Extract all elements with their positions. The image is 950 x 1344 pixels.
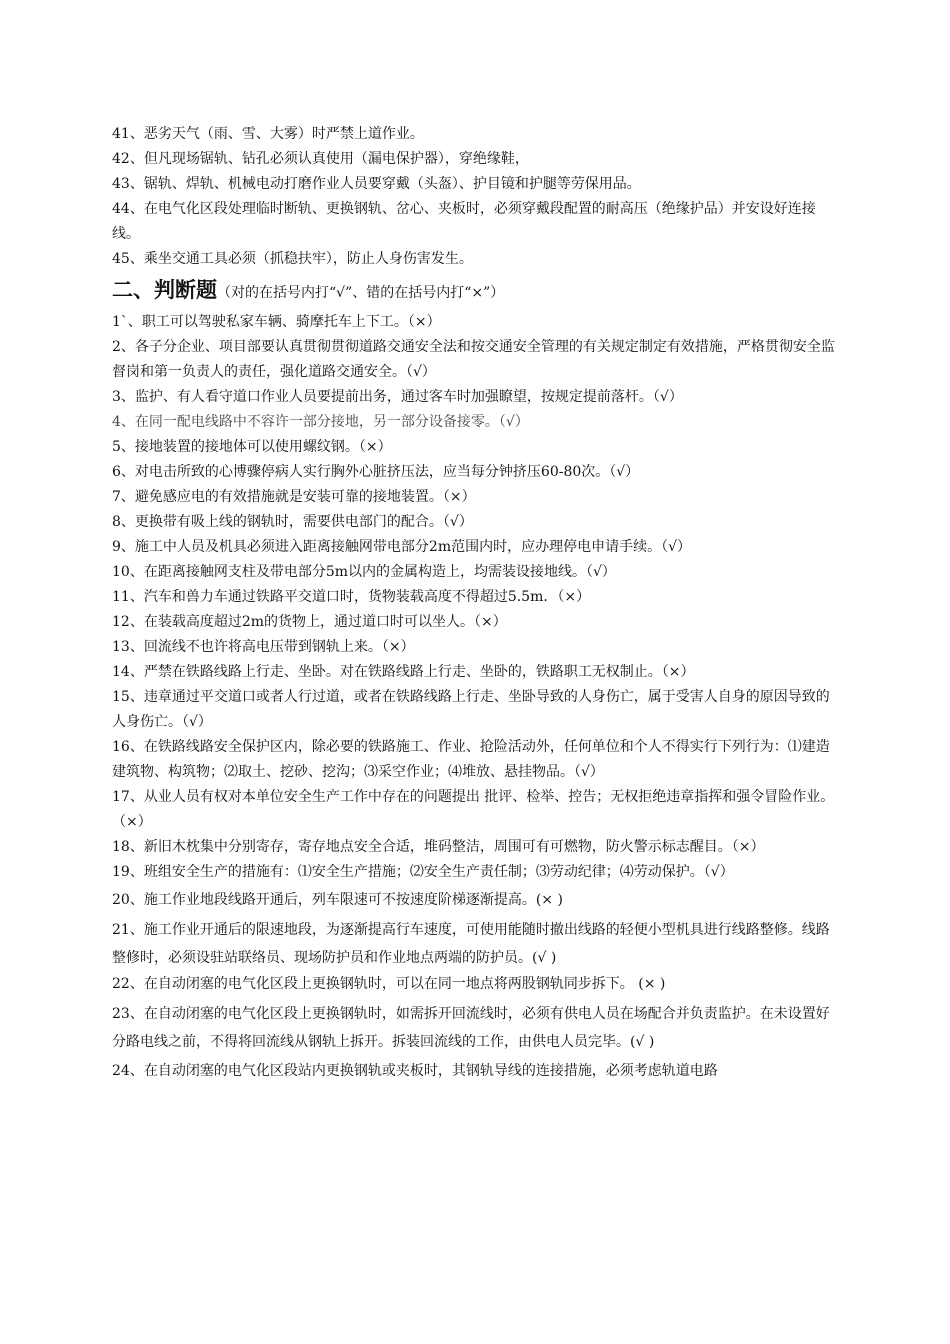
judge-item-17: 17、从业人员有权对本单位安全生产工作中存在的问题提出 批评、检举、控告；无权拒绝违章指挥和强令冒险作业。（×） xyxy=(112,789,835,830)
judge-item-15: 15、违章通过平交道口或者人行过道，或者在铁路线路上行走、坐卧导致的人身伤亡，属于受害人自身的原因导致的人身伤亡。（√） xyxy=(112,689,830,730)
judge-item-23: 23、在自动闭塞的电气化区段上更换钢轨时，如需拆开回流线时，必须有供电人员在场配合并负责监护。在未设置好分路电线之前，不得将回流线从钢轨上拆开。拆装回流线的工作，由供电人员完毕。(√ ) xyxy=(112,1006,830,1050)
judge-item-10: 10、在距离接触网支柱及带电部分5m以内的金属构造上，均需装设接地线。（√） xyxy=(112,564,616,580)
judge-item-9: 9、施工中人员及机具必须进入距离接触网带电部分2m范围内时，应办理停电申请手续。（√） xyxy=(112,539,692,555)
judge-item-22: 22、在自动闭塞的电气化区段上更换钢轨时，可以在同一地点将两股钢轨同步拆下。 (× ) xyxy=(112,976,666,992)
fill-item-45: 45、乘坐交通工具必须（抓稳扶牢），防止人身伤害发生。 xyxy=(112,251,473,267)
judge-item-3: 3、监护、有人看守道口作业人员要提前出务，通过客车时加强瞭望，按规定提前落杆。（√） xyxy=(112,389,683,405)
judge-item-19: 19、班组安全生产的措施有：⑴安全生产措施；⑵安全生产责任制；⑶劳动纪律；⑷劳动保护。（√） xyxy=(112,864,734,880)
judge-item-21: 21、施工作业开通后的限速地段，为逐渐提高行车速度，可使用能随时撤出线路的轻便小型机具进行线路整修。线路整修时，必须设驻站联络员、现场防护员和作业地点两端的防护员。(√ ) xyxy=(112,922,830,966)
fill-item-44: 44、在电气化区段处理临时断轨、更换钢轨、岔心、夹板时，必须穿戴段配置的耐高压（绝缘护品）并安设好连接线。 xyxy=(112,201,816,242)
judge-item-11: 11、汽车和兽力车通过铁路平交道口时，货物装载高度不得超过5.5m．（×） xyxy=(112,589,591,605)
judge-item-7: 7、避免感应电的有效措施就是安装可靠的接地装置。（×） xyxy=(112,489,476,505)
section-note: （对的在括号内打“√”、错的在括号内打“×”） xyxy=(217,285,505,301)
judge-item-18: 18、新旧木枕集中分别寄存，寄存地点安全合适，堆码整洁，周围可有可燃物，防火警示标志醒目。（×） xyxy=(112,839,765,855)
section-title: 二、判断题 xyxy=(112,277,217,302)
fill-item-43: 43、锯轨、焊轨、机械电动打磨作业人员要穿戴（头盔）、护目镜和护腿等劳保用品。 xyxy=(112,176,641,192)
judge-item-2: 2、各子分企业、项目部要认真贯彻贯彻道路交通安全法和按交通安全管理的有关规定制定有效措施，严格贯彻安全监督岗和第一负责人的责任，强化道路交通安全。（√） xyxy=(112,339,835,380)
section-heading xyxy=(112,274,842,309)
judge-item-14: 14、严禁在铁路线路上行走、坐卧。对在铁路线路上行走、坐卧的，铁路职工无权制止。（×） xyxy=(112,664,695,680)
fill-item-41: 41、恶劣天气（雨、雪、大雾）时严禁上道作业。 xyxy=(112,126,424,142)
judge-item-4: 4、在同一配电线路中不容许一部分接地，另一部分设备接零。（√） xyxy=(112,414,529,430)
judge-item-13: 13、回流线不也许将高电压带到钢轨上来。（×） xyxy=(112,639,415,655)
judge-item-24: 24、在自动闭塞的电气化区段站内更换钢轨或夹板时，其钢轨导线的连接措施，必须考虑轨道电路 xyxy=(112,1063,718,1079)
judge-item-6: 6、对电击所致的心博骤停病人实行胸外心脏挤压法，应当每分钟挤压60-80次。（√） xyxy=(112,464,640,480)
fill-item-42: 42、但凡现场锯轨、钻孔必须认真使用（漏电保护器），穿绝缘鞋， xyxy=(112,151,529,167)
judge-item-20: 20、施工作业地段线路开通后，列车限速可不按速度阶梯逐渐提高。(× ) xyxy=(112,892,563,908)
judge-item-12: 12、在装载高度超过2m的货物上，通过道口时可以坐人。（×） xyxy=(112,614,507,630)
judge-item-1: 1`、职工可以驾驶私家车辆、骑摩托车上下工。（×） xyxy=(112,314,441,330)
judge-item-8: 8、更换带有吸上线的钢轨时，需要供电部门的配合。（√） xyxy=(112,514,473,530)
judge-item-5: 5、接地装置的接地体可以使用螺纹钢。（×） xyxy=(112,439,392,455)
judge-item-16: 16、在铁路线路安全保护区内，除必要的铁路施工、作业、抢险活动外，任何单位和个人不得实行下列行为：⑴建造建筑物、构筑物；⑵取土、挖砂、挖沟；⑶采空作业；⑷堆放、悬挂物品。（√） xyxy=(112,739,830,780)
document-page xyxy=(112,122,842,1084)
